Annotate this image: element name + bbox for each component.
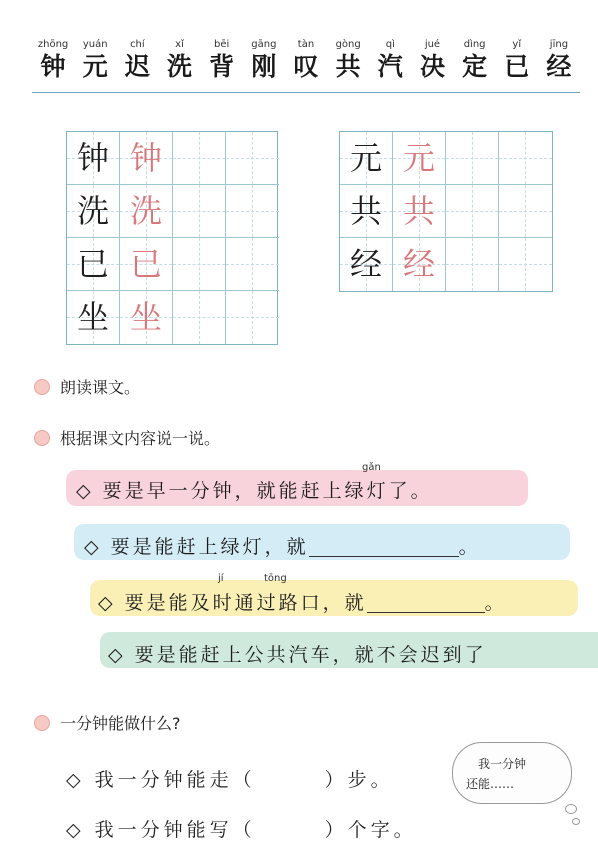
grid-guide [199, 291, 200, 344]
grid-cell [120, 132, 173, 185]
trace-character: 洗 [129, 192, 162, 230]
grid-cell[interactable] [499, 185, 552, 238]
header-hanzi: 背 [209, 52, 235, 81]
grid-cell[interactable] [499, 238, 552, 291]
task-marker-icon [34, 430, 50, 446]
grid-cell[interactable] [173, 132, 226, 185]
trace-character: 共 [402, 192, 435, 230]
grid-guide [199, 238, 200, 290]
thought-bubble [452, 742, 572, 804]
grid-guide [252, 291, 253, 344]
header-char [412, 38, 452, 82]
grid-cell[interactable] [226, 291, 279, 344]
model-character: 洗 [76, 192, 109, 230]
header-pinyin: tàn [297, 39, 315, 50]
grid-cell [120, 291, 173, 344]
bubble-line-1: 我一分钟 [478, 757, 527, 771]
header-char [539, 38, 579, 82]
grid-cell[interactable] [446, 238, 499, 291]
header-pinyin: zhōng [37, 39, 69, 50]
header-char [33, 38, 73, 82]
minute-write-line: ◇ 我一分钟能写（ ）个字。 [66, 819, 417, 841]
header-char [328, 38, 368, 82]
trace-character: 已 [129, 245, 162, 283]
grid-cell[interactable] [173, 238, 226, 291]
grid-cell[interactable] [173, 291, 226, 344]
header-char [202, 38, 242, 82]
header-pinyin: xǐ [175, 39, 184, 50]
header-hanzi: 共 [335, 52, 361, 81]
trace-character: 坐 [129, 298, 162, 336]
grid-cell[interactable] [226, 185, 279, 238]
grid-guide [199, 185, 200, 237]
task-marker-icon [34, 379, 50, 395]
header-pinyin: bēi [214, 39, 230, 50]
grid-cell [67, 291, 120, 344]
task-what-minute [34, 711, 181, 734]
grid-cell [340, 185, 393, 238]
trace-character: 元 [402, 139, 435, 177]
header-hanzi: 钟 [40, 52, 66, 81]
grid-cell [67, 132, 120, 185]
sentence-1: ◇ 要是早一分钟，就能赶上绿灯了。 [76, 480, 433, 502]
header-divider [32, 92, 580, 93]
pinyin-tong: tōng [264, 573, 287, 584]
header-hanzi: 迟 [124, 52, 150, 81]
grid-cell[interactable] [446, 185, 499, 238]
header-char [244, 38, 284, 82]
grid-cell [120, 185, 173, 238]
model-character: 钟 [76, 139, 109, 177]
grid-cell[interactable] [226, 132, 279, 185]
header-pinyin: chí [130, 39, 145, 50]
grid-guide [252, 132, 253, 184]
header-pinyin: yuán [82, 39, 108, 50]
grid-guide [472, 132, 473, 184]
header-hanzi: 汽 [377, 52, 403, 81]
grid-cell [67, 238, 120, 291]
sentence-3 [98, 588, 507, 615]
writing-grid-left [66, 131, 278, 345]
header-hanzi: 决 [419, 52, 445, 81]
header-pinyin: jīng [549, 39, 569, 50]
grid-guide [525, 238, 526, 291]
header-hanzi: 定 [462, 52, 488, 81]
grid-cell [393, 132, 446, 185]
grid-cell[interactable] [173, 185, 226, 238]
header-pinyin: jué [424, 39, 441, 50]
grid-guide [252, 238, 253, 290]
task-marker-icon [34, 715, 50, 731]
model-character: 坐 [76, 298, 109, 336]
header-char [117, 38, 157, 82]
pinyin-gan: gǎn [362, 462, 381, 473]
writing-grid-right [339, 131, 553, 292]
grid-cell[interactable] [499, 132, 552, 185]
sentence-2-end: 。 [458, 536, 481, 558]
sentence-3-text: ◇ 要是能及时通过路口，就 [98, 592, 367, 614]
header-pinyin: gāng [251, 39, 277, 50]
header-char [75, 38, 115, 82]
grid-cell [340, 238, 393, 291]
header-pinyin: dìng [463, 39, 486, 50]
model-character: 经 [349, 245, 382, 283]
header-hanzi: 已 [504, 52, 530, 81]
grid-cell [67, 185, 120, 238]
minute-walk-line: ◇ 我一分钟能走（ ）步。 [66, 769, 394, 791]
grid-guide [472, 185, 473, 237]
header-pinyin: yǐ [512, 39, 522, 50]
header-char [286, 38, 326, 82]
header-char [455, 38, 495, 82]
task-read-aloud [34, 375, 140, 398]
bubble-dot-large [565, 804, 577, 814]
header-hanzi: 经 [546, 52, 572, 81]
sentence-2 [84, 532, 481, 559]
task-read-label: 朗读课文。 [60, 378, 141, 397]
grid-cell [340, 132, 393, 185]
grid-cell[interactable] [446, 132, 499, 185]
sentence-3-end: 。 [484, 592, 507, 614]
grid-guide [525, 185, 526, 237]
trace-character: 钟 [129, 139, 162, 177]
header-char [497, 38, 537, 82]
task-what-label: 一分钟能做什么? [60, 714, 181, 733]
header-hanzi: 刚 [251, 52, 277, 81]
header-pinyin: qì [385, 39, 395, 50]
header-char [160, 38, 200, 82]
pinyin-ji: jí [218, 573, 224, 584]
bubble-line-2: 还能…… [466, 777, 515, 791]
model-character: 共 [349, 192, 382, 230]
header-hanzi: 洗 [167, 52, 193, 81]
sentence-4: ◇ 要是能赶上公共汽车，就不会迟到了 [108, 644, 487, 666]
grid-cell [120, 238, 173, 291]
grid-cell[interactable] [226, 238, 279, 291]
grid-cell [393, 185, 446, 238]
grid-cell [393, 238, 446, 291]
model-character: 已 [76, 245, 109, 283]
sentence-2-blank[interactable] [309, 538, 459, 557]
grid-guide [472, 238, 473, 291]
trace-character: 经 [402, 245, 435, 283]
header-char [370, 38, 410, 82]
task-say-label: 根据课文内容说一说。 [60, 429, 221, 448]
character-header [32, 38, 580, 94]
grid-guide [525, 132, 526, 184]
header-hanzi: 叹 [293, 52, 319, 81]
model-character: 元 [349, 139, 382, 177]
header-pinyin: gòng [335, 39, 361, 50]
sentence-3-blank[interactable] [367, 594, 485, 613]
sentence-2-text: ◇ 要是能赶上绿灯，就 [84, 536, 309, 558]
task-say [34, 426, 220, 449]
grid-guide [252, 185, 253, 237]
grid-guide [199, 132, 200, 184]
bubble-dot-small [572, 818, 580, 825]
header-hanzi: 元 [82, 52, 108, 81]
